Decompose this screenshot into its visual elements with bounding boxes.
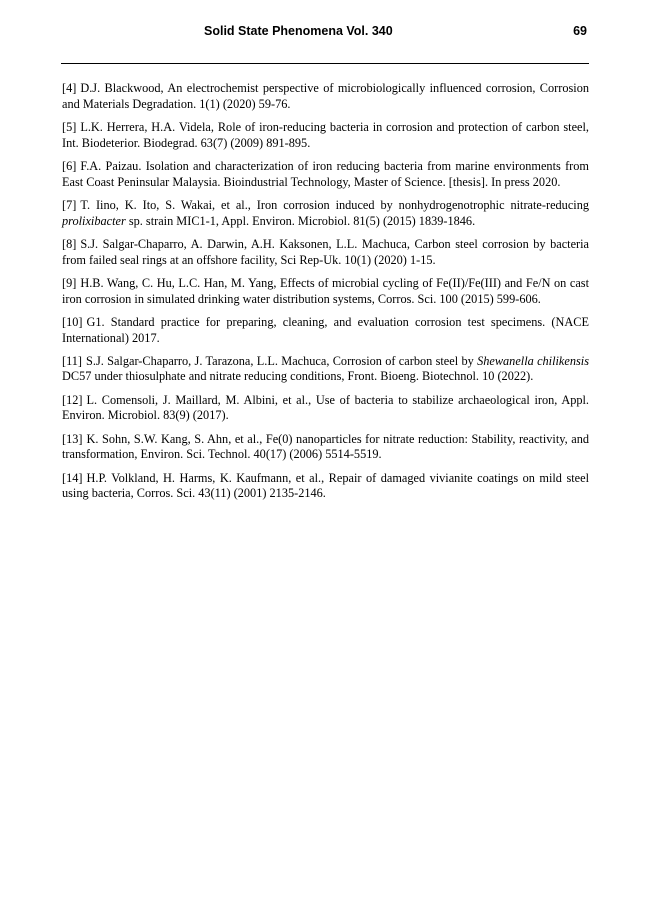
reference-list [62, 81, 589, 510]
reference-species-name: prolixibacter [62, 213, 126, 228]
reference-index: [9] [62, 275, 77, 290]
reference-text: G1. Standard practice for preparing, cleaning, and evaluation corrosion test specimens. (NACE International) 2017. [62, 314, 589, 345]
reference-index: [6] [62, 158, 77, 173]
reference-index: [14] [62, 470, 83, 485]
reference-text: K. Sohn, S.W. Kang, S. Ahn, et al., Fe(0) nanoparticles for nitrate reduction: Stability, reactivity, and transformation, Environ. Sci. Technol. 40(17) (2006) 5514-5519. [62, 431, 589, 462]
reference-text: S.J. Salgar-Chaparro, A. Darwin, A.H. Kaksonen, L.L. Machuca, Carbon steel corrosion by bacteria from failed seal rings at an offshore facility, Sci Rep-Uk. 10(1) (2020) 1-15. [62, 236, 589, 267]
reference-index: [4] [62, 81, 77, 95]
reference-text: H.B. Wang, C. Hu, L.C. Han, M. Yang, Effects of microbial cycling of Fe(II)/Fe(III) and Fe/N on cast iron corrosion in simulated drinking water distribution systems, Corros. Sci. 100 (2015) 599-606. [62, 275, 589, 306]
reference-item [62, 159, 589, 190]
reference-index: [13] [62, 431, 83, 446]
reference-text: T. Iino, K. Ito, S. Wakai, et al., Iron corrosion induced by nonhydrogenotrophic nitrate-reducing [80, 197, 589, 212]
reference-item [62, 81, 589, 112]
reference-text: D.J. Blackwood, An electrochemist perspective of microbiologically influenced corrosion, Corrosion and Materials Degradation. 1(1) (2020) 59-76. [62, 81, 589, 111]
page-header [61, 22, 589, 42]
reference-item [62, 393, 589, 424]
reference-index: [11] [62, 353, 83, 368]
reference-text: H.P. Volkland, H. Harms, K. Kaufmann, et al., Repair of damaged vivianite coatings on mild steel using bacteria, Corros. Sci. 43(11) (2001) 2135-2146. [62, 470, 589, 501]
reference-index: [8] [62, 236, 77, 251]
reference-text: S.J. Salgar-Chaparro, J. Tarazona, L.L. Machuca, Corrosion of carbon steel by [86, 353, 478, 368]
reference-text: sp. strain MIC1-1, Appl. Environ. Microbiol. 81(5) (2015) 1839-1846. [125, 213, 476, 228]
reference-item [62, 315, 589, 346]
reference-item [62, 237, 589, 268]
reference-text: F.A. Paizau. Isolation and characterization of iron reducing bacteria from marine environments from East Coast Peninsular Malaysia. Bioindustrial Technology, Master of Science. [thesis]. In press 2020. [62, 158, 589, 189]
reference-index: [5] [62, 119, 77, 134]
reference-item [62, 276, 589, 307]
reference-species-name: Shewanella chilikensis [477, 353, 589, 368]
running-head-journal-title: Solid State Phenomena Vol. 340 [204, 24, 393, 38]
reference-item [62, 432, 589, 463]
reference-text: L.K. Herrera, H.A. Videla, Role of iron-reducing bacteria in corrosion and protection of carbon steel, Int. Biodeterior. Biodegrad. 63(7) (2009) 891-895. [62, 119, 589, 150]
reference-index: [12] [62, 392, 83, 407]
page-number: 69 [573, 24, 587, 38]
header-divider [61, 63, 589, 64]
reference-text: L. Comensoli, J. Maillard, M. Albini, et al., Use of bacteria to stabilize archaeological iron, Appl. Environ. Microbiol. 83(9) (2017). [62, 392, 589, 423]
reference-index: [10] [62, 314, 83, 329]
reference-item [62, 120, 589, 151]
reference-item [62, 198, 589, 229]
reference-text: DC57 under thiosulphate and nitrate reducing conditions, Front. Bioeng. Biotechnol. 10 (2022). [62, 369, 534, 384]
reference-item [62, 354, 589, 385]
reference-index: [7] [62, 197, 77, 212]
reference-item [62, 471, 589, 502]
